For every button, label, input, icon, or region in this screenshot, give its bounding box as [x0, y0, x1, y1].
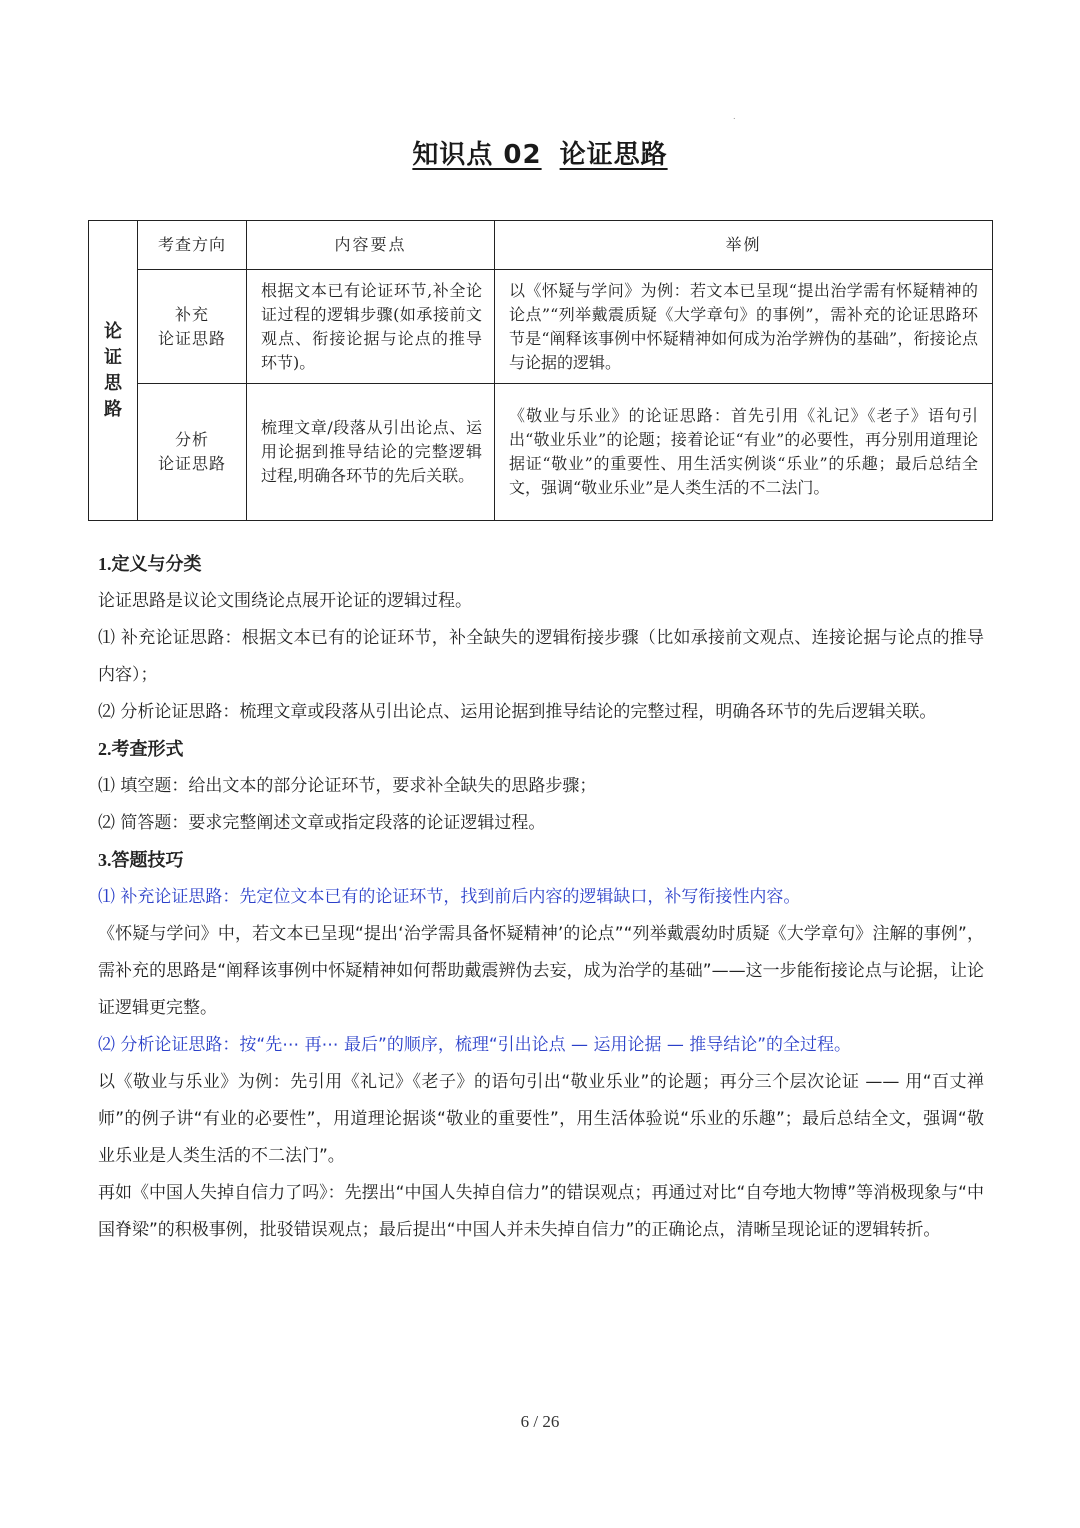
paragraph: 《怀疑与学问》中，若文本已呈现“提出‘治学需具备怀疑精神’的论点”“列举戴震幼时质疑《大学章句》注解的事例”，需补充的思路是“阐释该事例中怀疑精神如何帮助戴震辨伪去妄，成为治学的基础”——这一步能衔接论点与论据，让论证逻辑更完整。 [98, 924, 984, 1018]
example-cell: 《敬业与乐业》的论证思路：首先引用《礼记》《老子》语句引出“敬业乐业”的论题；接着论证“有业”的必要性，再分别用道理论据证“敬业”的重要性、用生活实例谈“乐业”的乐趣；最后总结全文，强调“敬业乐业”是人类生活的不二法门。 [495, 384, 993, 521]
title-main: 论证思路 [559, 140, 668, 170]
table-row [89, 384, 993, 521]
page-title [0, 134, 1080, 171]
page-number: 6 / 26 [520, 1412, 560, 1431]
column-header: 举例 [495, 221, 993, 270]
page-mark: . [733, 112, 736, 121]
title-prefix: 知识点 02 [412, 140, 542, 170]
tip-paragraph: ⑵ 分析论证思路：按“先⋯ 再⋯ 最后”的顺序，梳理“引出论点 — 运用论据 — 推导结论”的全过程。 [98, 1035, 852, 1055]
points-cell: 梳理文章/段落从引出论点、运用论据到推导结论的完整逻辑过程,明确各环节的先后关联。 [247, 384, 495, 521]
table-row [89, 270, 993, 384]
paragraph: ⑵ 简答题：要求完整阐述文章或指定段落的论证逻辑过程。 [98, 813, 546, 833]
direction-cell [138, 384, 247, 521]
content-body [98, 546, 984, 1249]
paragraph: ⑵ 分析论证思路：梳理文章或段落从引出论点、运用论据到推导结论的完整过程，明确各环节的先后逻辑关联。 [98, 702, 937, 722]
section-title: 1.定义与分类 [98, 554, 202, 574]
side-label [89, 221, 138, 521]
direction-line: 论证思路 [157, 328, 226, 348]
direction-line: 论证思路 [157, 454, 226, 473]
side-char: 证 [104, 346, 122, 368]
column-header: 内容要点 [247, 221, 495, 270]
side-char: 路 [104, 398, 122, 420]
direction-line: 补充 [174, 304, 209, 324]
side-char: 论 [104, 320, 122, 342]
tip-paragraph: ⑴ 补充论证思路：先定位文本已有的论证环节，找到前后内容的逻辑缺口，补写衔接性内容。 [98, 887, 801, 907]
side-char: 思 [104, 372, 122, 394]
direction-cell [138, 270, 247, 384]
paragraph: ⑴ 填空题：给出文本的部分论证环节，要求补全缺失的思路步骤； [98, 776, 597, 796]
section-title: 3.答题技巧 [98, 850, 184, 870]
paragraph: 论证思路是议论文围绕论点展开论证的逻辑过程。 [98, 591, 472, 611]
direction-line: 分析 [174, 430, 209, 449]
paragraph: ⑴ 补充论证思路：根据文本已有的论证环节，补全缺失的逻辑衔接步骤（比如承接前文观点、连接论据与论点的推导内容）； [98, 628, 984, 685]
example-cell: 以《怀疑与学问》为例：若文本已呈现“提出治学需有怀疑精神的论点”“列举戴震质疑《大学章句》的事例”，需补充的论证思路环节是“阐释该事例中怀疑精神如何成为治学辨伪的基础”，衔接论点与论据的逻辑。 [495, 270, 993, 384]
knowledge-table [88, 220, 993, 521]
paragraph: 再如《中国人失掉自信力了吗》：先摆出“中国人失掉自信力”的错误观点；再通过对比“自夸地大物博”等消极现象与“中国脊梁”的积极事例，批驳错误观点；最后提出“中国人并未失掉自信力”的正确论点，清晰呈现论证的逻辑转折。 [98, 1183, 984, 1240]
section-title: 2.考查形式 [98, 739, 184, 759]
points-cell: 根据文本已有论证环节,补全论证过程的逻辑步骤(如承接前文观点、衔接论据与论点的推导环节)。 [247, 270, 495, 384]
column-header: 考查方向 [138, 221, 247, 270]
paragraph: 以《敬业与乐业》为例：先引用《礼记》《老子》的语句引出“敬业乐业”的论题；再分三个层次论证 —— 用“百丈禅师”的例子讲“有业的必要性”，用道理论据谈“敬业的重要性”，用生活体验说“乐业的乐趣”；最后总结全文，强调“敬业乐业是人类生活的不二法门”。 [98, 1072, 984, 1166]
